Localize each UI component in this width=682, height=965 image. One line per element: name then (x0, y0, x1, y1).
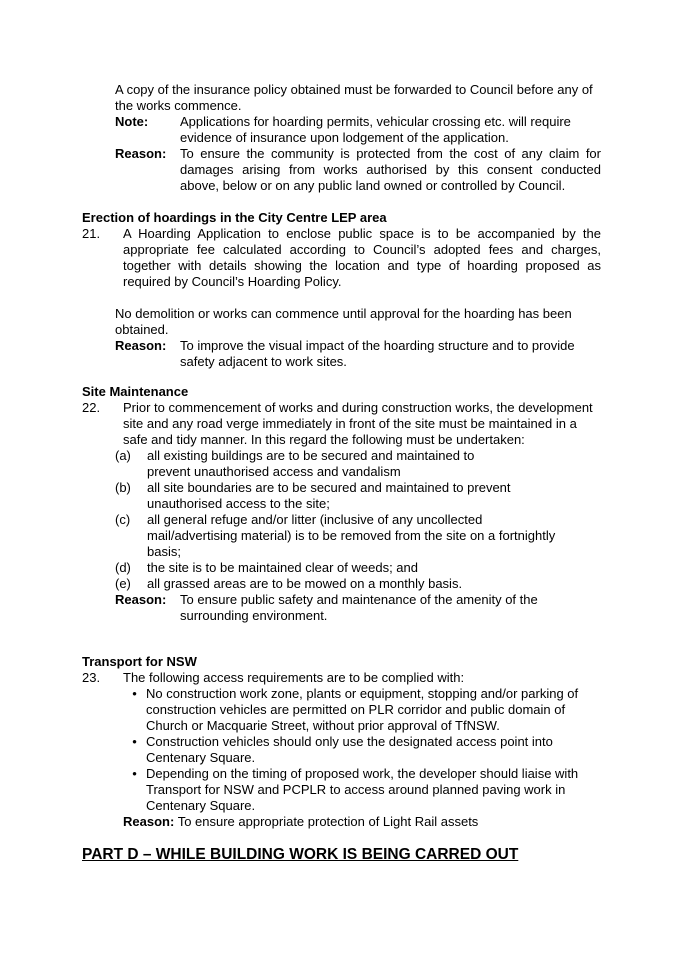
condition-number: 21. (82, 226, 101, 241)
site-heading: Site Maintenance (82, 384, 189, 399)
item-label: (d) (115, 560, 131, 575)
note-label: Note: (115, 114, 149, 129)
item-text: all site boundaries are to be secured and maintained to prevent unauthorised access to the site; (147, 480, 511, 511)
list-item (115, 448, 602, 480)
insurance-section (115, 82, 601, 194)
site-maintenance-section (82, 384, 602, 624)
reason-label: Reason: (115, 146, 167, 161)
condition-text: A Hoarding Application to enclose public space is to be accompanied by the appropriate fee calculated according to Council’s adopted fees and charges, together with details showing the location and type of hoarding proposed as required by Council’s Hoarding Policy. (123, 226, 601, 289)
part-d-section (82, 846, 602, 864)
hoarding-heading: Erection of hoardings in the City Centre LEP area (82, 210, 387, 225)
item-label: (a) (115, 448, 131, 463)
item-text: the site is to be maintained clear of weeds; and (147, 560, 418, 575)
bullet-text: Construction vehicles should only use the designated access point into Centenary Square. (146, 734, 553, 765)
transport-section (82, 654, 602, 830)
reason-label: Reason: (115, 338, 167, 353)
condition-text: The following access requirements are to be complied with: (123, 670, 465, 685)
item-text: all existing buildings are to be secured and maintained to prevent unauthorised access and vandalism (147, 448, 475, 479)
insurance-reason (115, 146, 601, 194)
insurance-copy-paragraph: A copy of the insurance policy obtained must be forwarded to Council before any of the works commence. (115, 82, 593, 113)
condition-21 (82, 226, 601, 290)
bullet-icon: • (132, 766, 137, 781)
reason-text: To ensure public safety and maintenance of the amenity of the surrounding environment. (180, 592, 538, 623)
reason-text: To ensure appropriate protection of Light Rail assets (177, 814, 479, 829)
list-item (115, 576, 602, 592)
reason-text: To improve the visual impact of the hoarding structure and to provide safety adjacent to work sites. (180, 338, 575, 369)
site-reason (115, 592, 602, 624)
list-item (115, 480, 602, 512)
item-text: all grassed areas are to be mowed on a monthly basis. (147, 576, 463, 591)
bullet-item (123, 686, 602, 734)
transport-bullets (82, 686, 602, 830)
reason-label: Reason: (115, 592, 167, 607)
hoarding-paragraph: No demolition or works can commence until approval for the hoarding has been obtained. (115, 306, 572, 337)
condition-22 (82, 400, 602, 448)
note-text: Applications for hoarding permits, vehicular crossing etc. will require evidence of insurance upon lodgement of the application. (180, 114, 571, 145)
bullet-text: No construction work zone, plants or equipment, stopping and/or parking of construction vehicles are permitted on PLR corridor and public domain of Church or Macquarie Street, without prior approval of TfNSW. (146, 686, 579, 733)
item-label: (b) (115, 480, 131, 495)
part-d-heading: PART D – WHILE BUILDING WORK IS BEING CARRED OUT (82, 846, 519, 863)
transport-reason (123, 814, 602, 830)
condition-text: Prior to commencement of works and during construction works, the development site and any road verge immediately in front of the site must be maintained in a safe and tidy manner. In this regard the following must be undertaken: (123, 400, 593, 447)
list-item (115, 560, 602, 576)
item-label: (e) (115, 576, 131, 591)
hoarding-followup (115, 306, 601, 370)
item-label: (c) (115, 512, 131, 527)
bullet-text: Depending on the timing of proposed work, the developer should liaise with Transport for NSW and PCPLR to access around planned paving work in Centenary Square. (146, 766, 579, 813)
item-text: all general refuge and/or litter (inclusive of any uncollected mail/advertising material) is to be removed from the site on a fortnightly basis; (147, 512, 556, 559)
bullet-icon: • (132, 686, 137, 701)
site-items (82, 448, 602, 624)
hoarding-section (82, 210, 601, 290)
condition-number: 23. (82, 670, 101, 685)
bullet-item (123, 766, 602, 814)
reason-text: To ensure the community is protected from the cost of any claim for damages arising from works authorised by this consent conducted above, below or on any public land owned or controlled by Council. (180, 146, 601, 193)
hoarding-reason (115, 338, 601, 370)
condition-23 (82, 670, 602, 686)
condition-number: 22. (82, 400, 101, 415)
list-item (115, 512, 602, 560)
bullet-icon: • (132, 734, 137, 749)
insurance-note (115, 114, 601, 146)
transport-heading: Transport for NSW (82, 654, 197, 669)
bullet-item (123, 734, 602, 766)
reason-label: Reason: (123, 814, 175, 829)
